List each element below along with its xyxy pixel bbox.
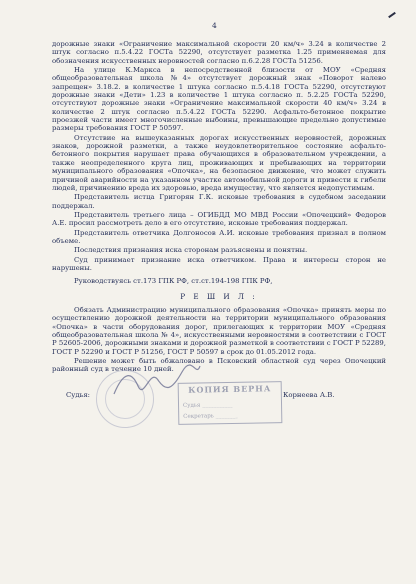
decision-title: Р Е Ш И Л : xyxy=(180,291,258,301)
paragraph-marx-street: На улице К.Маркса в непосредственной близости от МОУ «Средняя общеобразовательная школа №4» отсутствует дорожный знак «Поворот налево запрещен» 3.18.2. в количестве 1 штука согласно п.5.4.18 ГОСТа 52290, отсутствуют дорожные знаки «Дети» 1.23 в количестве 1 штука согласно п. 5.2.25 ГОСТа 52290, отсутствуют дорожные знаки «Ограничение максимальной скорости 40 км/ч» 3.24 в количестве 2 штук согласно п.5.4.22 ГОСТа 52290. Асфальто-бетонное покрытие проезжей части имеет многочисленные выбоины, превышающие предельно допустимые размеры требования ГОСТ Р 50597. xyxy=(52,66,386,133)
stamp-secretary-line: Секретарь ________ xyxy=(183,412,238,420)
paragraph-guided-by: Руководствуясь ст.173 ГПК РФ, ст.ст.194-198 ГПК РФ, xyxy=(74,277,273,286)
stamp-title: КОПИЯ ВЕРНА xyxy=(188,382,272,395)
paragraph-third-party: Представитель третьего лица – ОГИБДД МО МВД России «Опочецкий» Федоров А.Е. просил рассмотреть дело в его отсутствие, исковые требования поддержал. xyxy=(52,210,386,228)
paragraph-road-signs-1: дорожные знаки «Ограничение максимальной скорости 20 км/ч» 3.24 в количестве 2 штук согласно п.5.4.22 ГОСТа 52290, отсутствует разметка 1.25 применяемая для обозначения искусственных неровностей согласно п.6.2.28 ГОСТа 51256. xyxy=(52,40,386,65)
paragraph-appeal: Решение может быть обжаловано в Псковский областной суд через Опочецкий районный суд в течение 10 дней. xyxy=(52,357,386,374)
judge-name: Корнеева А.В. xyxy=(283,390,335,399)
paragraph-court-accepts: Суд принимает признание иска ответчиком. Права и интересы сторон не нарушены. xyxy=(52,255,386,272)
judge-label: Судья: xyxy=(66,390,90,399)
paragraph-defendant: Представитель ответчика Долгоносов А.И. исковые требования признал в полном объеме. xyxy=(52,228,386,245)
paragraph-violations: Отсутствие на вышеуказанных дорогах искусственных неровностей, дорожных знаков, дорожной разметки, а также неудовлетворительное состояние асфальто-бетонного покрытия нарушает права обучающихся в образовательном учреждении, а также неопределенного круга лиц, проживающих и пребывающих на территории муниципального образования «Опочка», на безопасное движение, что может служить причиной аварийности на указанном участке автомобильной дороги и привести к гибели людей, причинению вреда их здоровью, вреда имуществу, что является недопустимым. xyxy=(52,133,386,192)
page-number: 4 xyxy=(212,21,217,30)
copy-certified-stamp xyxy=(178,381,283,425)
signature-block xyxy=(52,382,386,428)
paragraph-consequences: Последствия признания иска сторонам разъяснены и понятны. xyxy=(74,246,308,255)
paragraph-obligation: Обязать Администрацию муниципального образования «Опочка» принять меры по осуществлению дорожной деятельности на территории муниципального образования «Опочка» в части оборудования дорог, прилегающих к территории МОУ «Средняя общеобразовательная школа № 4», искусственными неровностями в соответствии с ГОСТ Р 52605-2006, дорожными знаками и дорожной разметкой в соответствии с ГОСТ Р 52289, ГОСТ Р 52290 и ГОСТ Р 51256, ГОСТ Р 50597 в срок до 01.05.2012 года. xyxy=(52,305,386,356)
stamp-judge-line: Судья ___________ xyxy=(182,401,233,409)
corner-mark xyxy=(388,12,396,18)
paragraph-plaintiff: Представитель истца Григорян Г.К. исковые требования в судебном заседании поддержал. xyxy=(52,193,386,210)
